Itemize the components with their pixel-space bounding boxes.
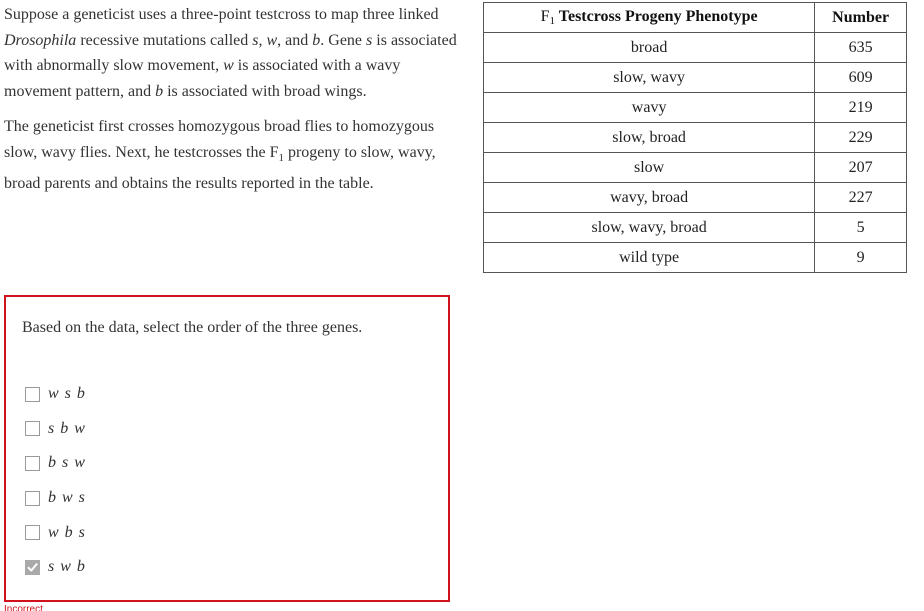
intro-text: progeny to slow, wavy, broad parents and obtains the results reported in the table. <box>4 143 436 193</box>
feedback-status: Incorrect <box>4 604 43 611</box>
option-s-b-w[interactable] <box>25 412 85 447</box>
phenotype-cell: slow, wavy <box>484 63 815 93</box>
phenotype-cell: slow <box>484 153 815 183</box>
number-column-header: Number <box>815 3 907 33</box>
option-s-w-b[interactable] <box>25 550 85 585</box>
number-cell: 635 <box>815 33 907 63</box>
gene-symbol: w <box>223 57 234 74</box>
option-label: w b s <box>48 523 85 541</box>
answer-options <box>25 377 85 585</box>
option-w-b-s[interactable] <box>25 515 85 550</box>
intro-text: , and <box>277 31 313 49</box>
problem-intro <box>4 2 464 207</box>
phenotype-cell: slow, wavy, broad <box>484 213 815 243</box>
question-box <box>4 295 450 602</box>
table-row <box>484 153 907 183</box>
intro-text: recessive mutations called <box>76 31 253 49</box>
table-row <box>484 123 907 153</box>
option-label: b s w <box>48 454 85 472</box>
table-row <box>484 243 907 273</box>
intro-text: is associated with a wavy movement pattern, and <box>4 57 401 100</box>
gene-symbol: b <box>155 82 164 100</box>
table-row <box>484 63 907 93</box>
intro-text: , <box>258 31 267 49</box>
number-cell: 229 <box>815 123 907 153</box>
table-body <box>484 33 907 273</box>
option-w-s-b[interactable] <box>25 377 85 412</box>
checkmark-icon <box>27 562 38 573</box>
intro-paragraph-2 <box>4 114 464 197</box>
intro-text: Suppose a geneticist uses a three-point testcross to map three linked <box>4 6 439 23</box>
option-label: b w s <box>48 489 85 507</box>
phenotype-cell: slow, broad <box>484 123 815 153</box>
table-row <box>484 93 907 123</box>
option-label: s w b <box>48 558 85 576</box>
option-label: w s b <box>48 385 85 403</box>
number-cell: 9 <box>815 243 907 273</box>
intro-paragraph-1 <box>4 2 464 104</box>
phenotype-cell: wild type <box>484 243 815 273</box>
phenotype-cell: wavy <box>484 93 815 123</box>
number-cell: 219 <box>815 93 907 123</box>
intro-text: . Gene <box>320 31 367 49</box>
progeny-table <box>483 2 907 273</box>
table-header-row <box>484 3 907 33</box>
checkbox[interactable] <box>25 421 40 436</box>
subscript: 1 <box>278 151 284 164</box>
question-prompt: Based on the data, select the order of the three genes. <box>22 319 363 336</box>
intro-text: The geneticist first crosses homozygous broad flies to homozygous slow, wavy flies. Next, he testcrosses the F <box>4 118 435 161</box>
checkbox[interactable] <box>25 456 40 471</box>
checkbox[interactable] <box>25 525 40 540</box>
phenotype-cell: wavy, broad <box>484 183 815 213</box>
gene-symbol: s <box>252 31 259 49</box>
gene-symbol: s <box>366 31 373 49</box>
gene-symbol: b <box>312 31 321 49</box>
table-row <box>484 33 907 63</box>
header-phenotype-text: Testcross Progeny Phenotype <box>555 8 758 25</box>
intro-text: is associated with abnormally slow movement, <box>4 31 457 74</box>
phenotype-cell: broad <box>484 33 815 63</box>
header-f: F <box>540 8 550 25</box>
number-cell: 609 <box>815 63 907 93</box>
header-subscript: 1 <box>549 15 556 27</box>
table-row <box>484 213 907 243</box>
option-b-w-s[interactable] <box>25 481 85 516</box>
checkbox-checked[interactable] <box>25 560 40 575</box>
number-cell: 227 <box>815 183 907 213</box>
number-cell: 207 <box>815 153 907 183</box>
option-label: s b w <box>48 419 85 437</box>
number-cell: 5 <box>815 213 907 243</box>
table-row <box>484 183 907 213</box>
gene-symbol: w <box>266 31 278 49</box>
option-b-s-w[interactable] <box>25 446 85 481</box>
organism-name: Drosophila <box>4 31 77 49</box>
checkbox[interactable] <box>25 387 40 402</box>
checkbox[interactable] <box>25 491 40 506</box>
phenotype-column-header <box>484 3 815 33</box>
intro-text: is associated with broad wings. <box>163 82 367 100</box>
